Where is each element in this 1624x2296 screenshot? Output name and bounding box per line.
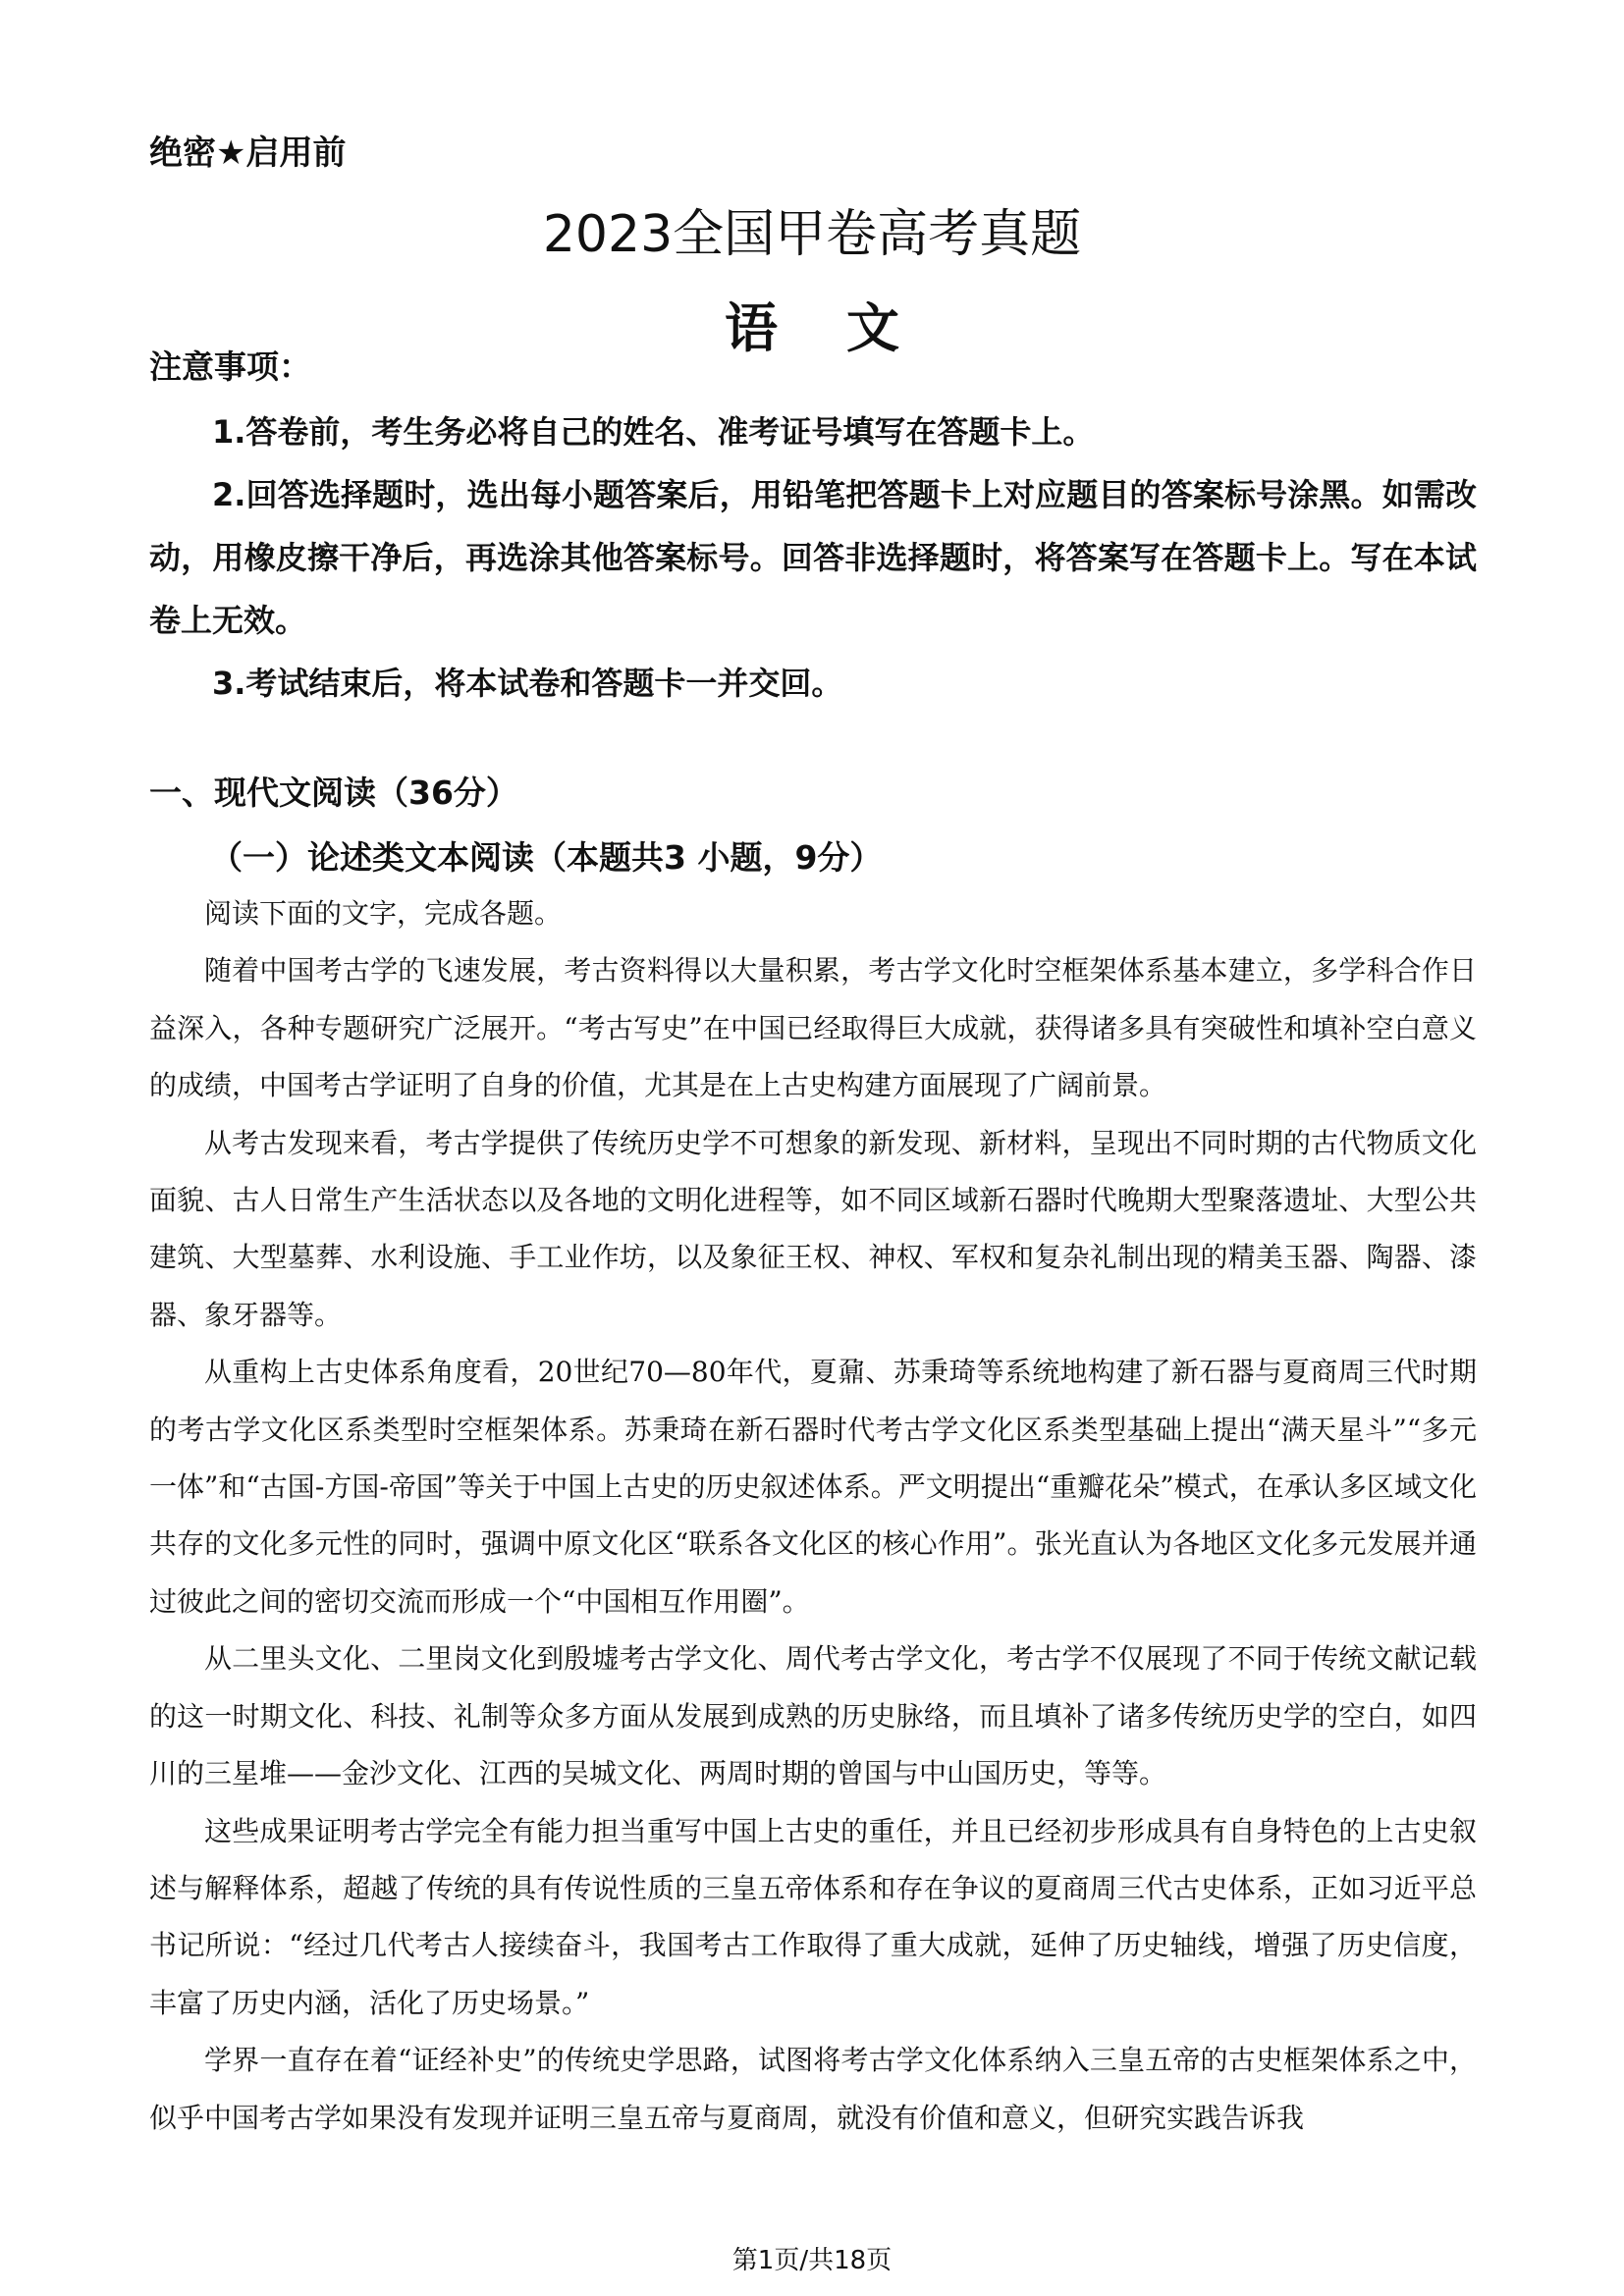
- section-title: 一、现代文阅读（36分）: [149, 774, 518, 812]
- notes-heading: 注意事项：: [149, 347, 311, 386]
- notes-list: [149, 400, 1477, 715]
- passage-paragraph: 从二里头文化、二里岗文化到殷墟考古学文化、周代考古学文化，考古学不仅展现了不同于传统文献记载的这一时期文化、科技、礼制等众多方面从发展到成熟的历史脉络，而且填补了诸多传统历史学的空白，如四川的三星堆——金沙文化、江西的吴城文化、两周时期的曾国与中山国历史，等等。: [149, 1642, 1477, 1790]
- passage-paragraph: 这些成果证明考古学完全有能力担当重写中国上古史的重任，并且已经初步形成具有自身特色的上古史叙述与解释体系，超越了传统的具有传说性质的三皇五帝体系和存在争议的夏商周三代古史体系，正如习近平总书记所说：“经过几代考古人接续奋斗，我国考古工作取得了重大成就，延伸了历史轴线，增强了历史信度，丰富了历史内涵，活化了历史场景。”: [149, 1814, 1477, 2019]
- reading-passage: [149, 885, 1477, 2147]
- passage-paragraph: 随着中国考古学的飞速发展，考古资料得以大量积累，考古学文化时空框架体系基本建立，多学科合作日益深入，各种专题研究广泛展开。“考古写史”在中国已经取得巨大成就，获得诸多具有突破性和填补空白意义的成绩，中国考古学证明了自身的价值，尤其是在上古史构建方面展现了广阔前景。: [149, 954, 1477, 1102]
- subject-title: 语文: [725, 297, 968, 359]
- page-number: 第1页/共18页: [731, 2246, 893, 2275]
- passage-paragraph: 从重构上古史体系角度看，20世纪70—80年代，夏鼐、苏秉琦等系统地构建了新石器与夏商周三代时期的考古学文化区系类型时空框架体系。苏秉琦在新石器时代考古学文化区系类型基础上提出“满天星斗”“多元一体”和“古国-方国-帝国”等关于中国上古史的历史叙述体系。严文明提出“重瓣花朵”模式，在承认多区域文化共存的文化多元性的同时，强调中原文化区“联系各文化区的核心作用”。张光直认为各地区文化多元发展并通过彼此之间的密切交流而形成一个“中国相互作用圈”。: [149, 1356, 1477, 1618]
- page-title: 2023全国甲卷高考真题: [542, 205, 1082, 264]
- note-item: 1.答卷前，考生务必将自己的姓名、准考证号填写在答题卡上。: [212, 413, 1095, 451]
- section-subtitle: （一）论述类文本阅读（本题共3 小题，9分）: [210, 838, 883, 877]
- passage-paragraph: 学界一直存在着“证经补史”的传统史学思路，试图将考古学文化体系纳入三皇五帝的古史框架体系之中，似乎中国考古学如果没有发现并证明三皇五帝与夏商周，就没有价值和意义，但研究实践告诉我: [149, 2044, 1477, 2134]
- note-item: 2.回答选择题时，选出每小题答案后，用铅笔把答题卡上对应题目的答案标号涂黑。如需改动，用橡皮擦干净后，再选涂其他答案标号。回答非选择题时，将答案写在答题卡上。写在本试卷上无效。: [149, 476, 1477, 639]
- passage-paragraph: 阅读下面的文字，完成各题。: [204, 897, 563, 930]
- note-item: 3.考试结束后，将本试卷和答题卡一并交回。: [212, 665, 843, 702]
- confidential-mark: 绝密★启用前: [149, 133, 347, 173]
- passage-paragraph: 从考古发现来看，考古学提供了传统历史学不可想象的新发现、新材料，呈现出不同时期的古代物质文化面貌、古人日常生产生活状态以及各地的文明化进程等，如不同区域新石器时代晚期大型聚落遗址、大型公共建筑、大型墓葬、水利设施、手工业作坊，以及象征王权、神权、军权和复杂礼制出现的精美玉器、陶器、漆器、象牙器等。: [149, 1126, 1477, 1331]
